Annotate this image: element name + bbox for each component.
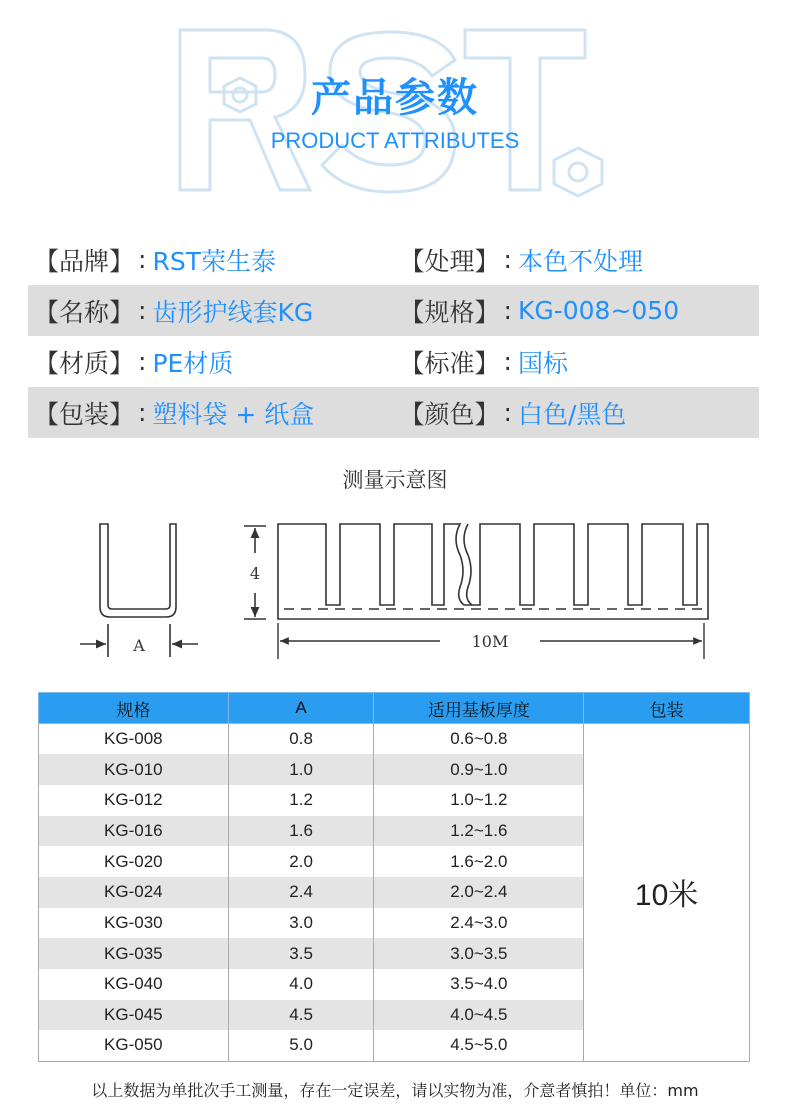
- cell-thickness: 0.9~1.0: [374, 754, 584, 785]
- attribute-value: 塑料袋 + 纸盒: [152, 399, 315, 429]
- attribute-material: [28, 344, 394, 380]
- cell-thickness: 1.0~1.2: [374, 785, 584, 816]
- attribute-separator: :: [503, 398, 512, 427]
- dimension-label-length: 10M: [471, 632, 509, 651]
- comb-profile: [278, 524, 708, 619]
- column-header-spec: 规格: [39, 693, 229, 724]
- cell-thickness: 4.0~4.5: [374, 1000, 584, 1031]
- attribute-color: [394, 395, 760, 431]
- page-subtitle: PRODUCT ATTRIBUTES: [270, 128, 520, 153]
- cell-thickness: 3.0~3.5: [374, 938, 584, 969]
- attribute-key: 【处理】: [399, 246, 500, 276]
- attribute-row: [28, 285, 759, 336]
- cell-spec: KG-012: [39, 785, 229, 816]
- cell-a: 3.0: [228, 908, 374, 939]
- attribute-separator: :: [503, 347, 512, 376]
- page-title: 产品参数: [311, 75, 479, 121]
- attribute-value: 本色不处理: [517, 246, 643, 276]
- attribute-packaging: [28, 395, 394, 431]
- cell-spec: KG-008: [39, 724, 229, 755]
- attribute-key: 【品牌】: [34, 246, 135, 276]
- attribute-key: 【颜色】: [399, 399, 500, 429]
- cell-a: 5.0: [228, 1030, 374, 1061]
- cell-spec: KG-035: [39, 938, 229, 969]
- attribute-treatment: [394, 242, 760, 278]
- diagram-title: 测量示意图: [342, 468, 448, 492]
- attribute-separator: :: [503, 245, 512, 274]
- attribute-separator: :: [138, 296, 147, 325]
- attribute-separator: :: [138, 347, 147, 376]
- cell-thickness: 2.0~2.4: [374, 877, 584, 908]
- table-row: [39, 724, 750, 755]
- cell-a: 1.6: [228, 816, 374, 847]
- cell-thickness: 1.2~1.6: [374, 816, 584, 847]
- attribute-brand: [28, 242, 394, 278]
- attribute-key: 【材质】: [34, 348, 135, 378]
- dimension-label-height: 4: [249, 564, 261, 583]
- cell-a: 2.4: [228, 877, 374, 908]
- column-header-packaging: 包装: [584, 693, 750, 724]
- cell-spec: KG-045: [39, 1000, 229, 1031]
- header: [0, 0, 790, 210]
- column-header-thickness: 适用基板厚度: [374, 693, 584, 724]
- attribute-separator: :: [138, 245, 147, 274]
- attribute-key: 【包装】: [34, 399, 135, 429]
- attribute-value: 齿形护线套KG: [152, 297, 314, 327]
- cell-a: 1.0: [228, 754, 374, 785]
- attribute-value: 国标: [517, 348, 568, 378]
- footnote: 以上数据为单批次手工测量，存在一定误差，请以实物为准，介意者慎拍！单位：mm: [91, 1081, 699, 1100]
- cell-a: 1.2: [228, 785, 374, 816]
- attribute-key: 【名称】: [34, 297, 135, 327]
- attribute-value: 白色/黑色: [517, 399, 627, 429]
- cell-thickness: 3.5~4.0: [374, 969, 584, 1000]
- cell-a: 3.5: [228, 938, 374, 969]
- cell-packaging: 10米: [584, 724, 750, 1062]
- cell-spec: KG-016: [39, 816, 229, 847]
- attribute-spec: [394, 293, 760, 329]
- cell-thickness: 4.5~5.0: [374, 1030, 584, 1061]
- measurement-diagram: [40, 493, 762, 675]
- cell-spec: KG-024: [39, 877, 229, 908]
- spec-table: [38, 692, 750, 1062]
- cell-thickness: 2.4~3.0: [374, 908, 584, 939]
- attribute-value: RST荣生泰: [152, 246, 276, 276]
- attribute-key: 【标准】: [399, 348, 500, 378]
- attribute-row: [28, 234, 759, 285]
- attribute-separator: :: [138, 398, 147, 427]
- cell-a: 4.5: [228, 1000, 374, 1031]
- attribute-standard: [394, 344, 760, 380]
- u-profile-outer: [100, 524, 176, 617]
- column-header-a: A: [228, 693, 374, 724]
- attribute-separator: :: [503, 296, 512, 325]
- attribute-list: [28, 234, 759, 438]
- attribute-key: 【规格】: [399, 297, 500, 327]
- cell-a: 0.8: [228, 724, 374, 755]
- attribute-name: [28, 293, 394, 329]
- cell-a: 2.0: [228, 846, 374, 877]
- table-header-row: [39, 693, 750, 724]
- attribute-value: PE材质: [152, 348, 234, 378]
- cell-spec: KG-040: [39, 969, 229, 1000]
- cell-a: 4.0: [228, 969, 374, 1000]
- cell-spec: KG-020: [39, 846, 229, 877]
- cell-thickness: 1.6~2.0: [374, 846, 584, 877]
- cell-thickness: 0.6~0.8: [374, 724, 584, 755]
- cell-spec: KG-050: [39, 1030, 229, 1061]
- cell-spec: KG-010: [39, 754, 229, 785]
- attribute-row: [28, 336, 759, 387]
- dimension-label-a: A: [133, 636, 145, 655]
- attribute-value: KG-008~050: [517, 296, 680, 325]
- attribute-row: [28, 387, 759, 438]
- cell-spec: KG-030: [39, 908, 229, 939]
